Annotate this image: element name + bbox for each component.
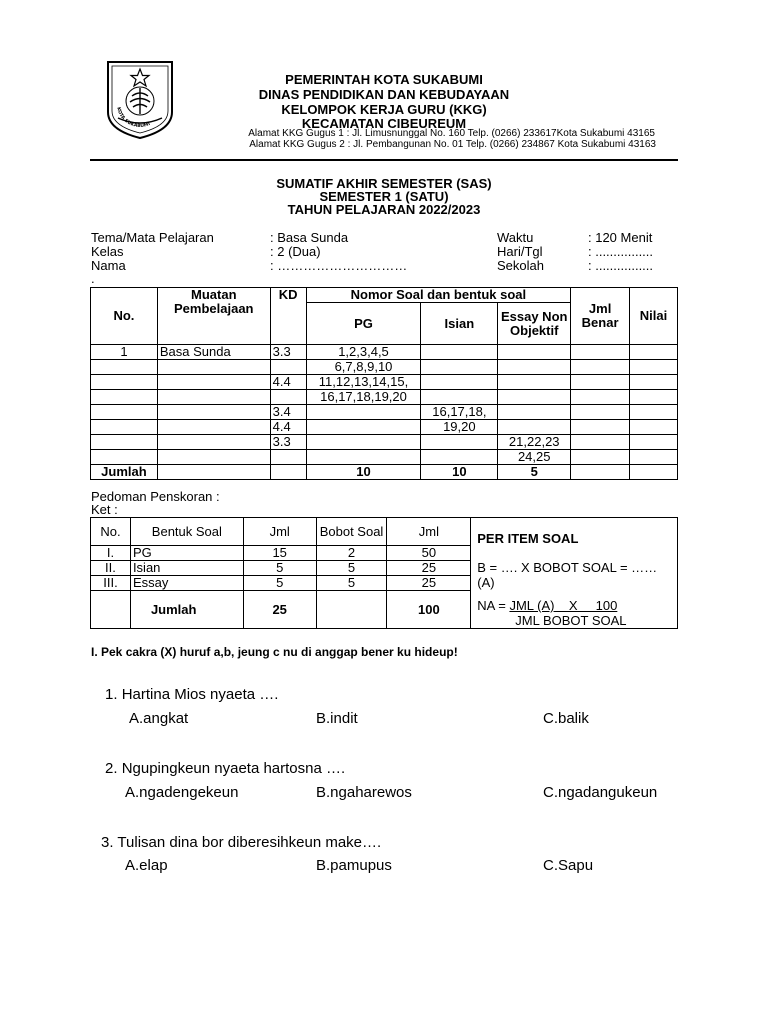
info-label-school: Sekolah (497, 258, 544, 273)
option-a[interactable]: A.angkat (129, 710, 189, 727)
score-cell-no (91, 591, 131, 629)
question-text: Ngupingkeun nyaeta hartosna …. (121, 760, 346, 777)
cell-pg: 6,7,8,9,10 (306, 360, 421, 375)
cell-muatan (157, 465, 270, 480)
cell-no (91, 375, 158, 390)
pedoman-label: Pedoman Penskoran : (91, 489, 220, 504)
cell-essay (498, 390, 571, 405)
cell-pg (306, 450, 421, 465)
cell-essay: 21,22,23 (498, 435, 571, 450)
cell-kd: 3.3 (270, 435, 306, 450)
question-number: 1. (105, 686, 118, 703)
info-value-class: : 2 (Dua) (270, 244, 321, 259)
header-line-1: PEMERINTAH KOTA SUKABUMI (285, 72, 483, 87)
cell-nilai (630, 465, 678, 480)
cell-kd (270, 390, 306, 405)
cell-essay (498, 375, 571, 390)
cell-jml (571, 465, 630, 480)
cell-nilai (630, 435, 678, 450)
col-header-nomor-soal: Nomor Soal dan bentuk soal (306, 288, 571, 303)
col-header-jml-benar: Jml Benar (571, 288, 630, 345)
table-row (91, 390, 678, 405)
svg-text:KOTA SUKABUMI: KOTA SUKABUMI (115, 106, 152, 130)
score-cell-bobot: 5 (316, 561, 387, 576)
cell-jml (571, 375, 630, 390)
score-cell-jml2: 25 (387, 576, 471, 591)
cell-essay (498, 360, 571, 375)
cell-kd (270, 450, 306, 465)
score-cell-bentuk: Isian (130, 561, 243, 576)
cell-no (91, 360, 158, 375)
option-b[interactable]: B.indit (316, 710, 358, 727)
question-3 (101, 834, 381, 852)
col-header-nilai: Nilai (630, 288, 678, 345)
cell-isian (421, 450, 498, 465)
letterhead (0, 0, 768, 165)
ket-label: Ket : (91, 502, 118, 517)
score-cell-bentuk: Essay (130, 576, 243, 591)
cell-isian (421, 360, 498, 375)
per-item-title: PER ITEM SOAL (477, 531, 579, 546)
address-2: Alamat KKG Gugus 2 : Jl. Pembangunan No. 01 Telp. (0266) 234867 Kota Sukabumi 43163 (249, 139, 656, 150)
per-item-formula: B = …. X BOBOT SOAL = ……(A) (477, 560, 658, 590)
question-text: Tulisan dina bor diberesihkeun make…. (117, 834, 382, 851)
total-essay: 5 (498, 465, 571, 480)
cell-muatan (157, 375, 270, 390)
score-header-jml: Jml (243, 518, 316, 546)
info-value-time: : 120 Menit (588, 230, 653, 245)
cell-muatan (157, 435, 270, 450)
section-title: I. Pek cakra (X) huruf a,b, jeung c nu di anggap bener ku hideup! (91, 645, 458, 659)
table-row (91, 375, 678, 390)
col-header-isian: Isian (421, 303, 498, 345)
cell-pg (306, 405, 421, 420)
option-b[interactable]: B.pamupus (316, 857, 392, 874)
question-text: Hartina Mios nyaeta …. (121, 686, 279, 703)
option-c[interactable]: C.Sapu (543, 857, 594, 874)
na-numerator: JML (A) X 100 (509, 598, 618, 613)
cell-pg (306, 435, 421, 450)
score-header-bentuk: Bentuk Soal (130, 518, 243, 546)
option-c[interactable]: C.ngadangukeun (543, 784, 658, 801)
total-label: Jumlah (91, 465, 158, 480)
cell-nilai (630, 420, 678, 435)
score-cell-jml: 5 (243, 576, 316, 591)
option-c[interactable]: C.balik (543, 710, 589, 727)
cell-muatan (157, 390, 270, 405)
info-value-name: : ………………………… (270, 258, 408, 273)
cell-jml (571, 420, 630, 435)
header-line-4: KECAMATAN CIBEUREUM (301, 116, 467, 131)
score-cell-no: I. (91, 546, 131, 561)
cell-isian (421, 345, 498, 360)
cell-jml (571, 360, 630, 375)
score-header-bobot: Bobot Soal (316, 518, 387, 546)
score-total-label: Jumlah (130, 591, 243, 629)
cell-jml (571, 390, 630, 405)
question-number: 3. (101, 834, 114, 851)
cell-nilai (630, 360, 678, 375)
info-value-school: : ................ (588, 258, 654, 273)
cell-essay (498, 405, 571, 420)
cell-isian (421, 375, 498, 390)
header-line-3: KELOMPOK KERJA GURU (KKG) (281, 102, 487, 117)
cell-kd (270, 465, 306, 480)
scoring-table (90, 517, 678, 629)
cell-essay: 24,25 (498, 450, 571, 465)
exam-title-3: TAHUN PELAJARAN 2022/2023 (287, 202, 481, 217)
cell-no (91, 435, 158, 450)
info-label-class: Kelas (91, 244, 124, 259)
cell-pg: 11,12,13,14,15, (306, 375, 421, 390)
cell-essay (498, 345, 571, 360)
score-total-bobot (316, 591, 387, 629)
na-formula (477, 598, 671, 613)
exam-title-1: SUMATIF AKHIR SEMESTER (SAS) (276, 176, 492, 191)
cell-nilai (630, 405, 678, 420)
score-cell-jml: 5 (243, 561, 316, 576)
score-cell-bobot: 2 (316, 546, 387, 561)
question-grid-table (90, 287, 678, 480)
info-label-date: Hari/Tgl (497, 244, 543, 259)
cell-muatan (157, 405, 270, 420)
table-row (91, 405, 678, 420)
cell-no: 1 (91, 345, 158, 360)
col-header-essay: Essay Non Objektif (498, 303, 571, 345)
question-1 (105, 686, 278, 704)
col-header-muatan: Muatan Pembelajaan (157, 288, 270, 345)
table-row (91, 345, 678, 360)
cell-nilai (630, 375, 678, 390)
option-b[interactable]: B.ngaharewos (316, 784, 412, 801)
cell-kd: 4.4 (270, 375, 306, 390)
table-row (91, 360, 678, 375)
score-header-jml2: Jml (387, 518, 471, 546)
table-row (91, 450, 678, 465)
na-denominator: JML BOBOT SOAL (515, 613, 627, 628)
option-a[interactable]: A.elap (125, 857, 168, 874)
score-cell-jml2: 25 (387, 561, 471, 576)
per-item-cell (471, 518, 678, 629)
info-dot: . (91, 271, 95, 286)
total-isian: 10 (421, 465, 498, 480)
na-prefix: NA = (477, 598, 510, 613)
cell-jml (571, 345, 630, 360)
cell-kd: 3.3 (270, 345, 306, 360)
header-line-2: DINAS PENDIDIKAN DAN KEBUDAYAAN (258, 87, 510, 102)
info-label-name: Nama (91, 258, 126, 273)
score-total-jml: 25 (243, 591, 316, 629)
cell-muatan: Basa Sunda (157, 345, 270, 360)
exam-title-2: SEMESTER 1 (SATU) (319, 189, 449, 204)
cell-essay (498, 420, 571, 435)
info-value-date: : ................ (588, 244, 654, 259)
col-header-kd: KD (270, 288, 306, 345)
score-cell-jml2: 50 (387, 546, 471, 561)
score-cell-bobot: 5 (316, 576, 387, 591)
info-label-subject: Tema/Mata Pelajaran (91, 230, 214, 245)
cell-jml (571, 450, 630, 465)
cell-no (91, 405, 158, 420)
table-row (91, 420, 678, 435)
total-row (91, 465, 678, 480)
cell-nilai (630, 450, 678, 465)
cell-kd: 3.4 (270, 405, 306, 420)
header-divider (90, 159, 678, 161)
score-header-no: No. (91, 518, 131, 546)
info-value-subject: : Basa Sunda (270, 230, 349, 245)
cell-nilai (630, 390, 678, 405)
score-total-jml2: 100 (387, 591, 471, 629)
question-number: 2. (105, 760, 118, 777)
address-1: Alamat KKG Gugus 1 : Jl. Limusnunggal No. 160 Telp. (0266) 233617Kota Sukabumi 43165 (248, 128, 655, 139)
cell-kd (270, 360, 306, 375)
cell-no (91, 450, 158, 465)
score-cell-no: III. (91, 576, 131, 591)
score-cell-bentuk: PG (130, 546, 243, 561)
col-header-no: No. (91, 288, 158, 345)
cell-muatan (157, 420, 270, 435)
cell-jml (571, 435, 630, 450)
cell-pg: 1,2,3,4,5 (306, 345, 421, 360)
total-pg: 10 (306, 465, 421, 480)
info-label-time: Waktu (497, 230, 534, 245)
cell-isian (421, 435, 498, 450)
cell-no (91, 420, 158, 435)
cell-no (91, 390, 158, 405)
question-2 (105, 760, 345, 778)
score-cell-no: II. (91, 561, 131, 576)
cell-isian (421, 390, 498, 405)
cell-muatan (157, 450, 270, 465)
cell-nilai (630, 345, 678, 360)
cell-isian: 19,20 (421, 420, 498, 435)
option-a[interactable]: A.ngadengekeun (125, 784, 239, 801)
col-header-pg: PG (306, 303, 421, 345)
cell-isian: 16,17,18, (421, 405, 498, 420)
cell-pg (306, 420, 421, 435)
table-row (91, 435, 678, 450)
cell-kd: 4.4 (270, 420, 306, 435)
cell-pg: 16,17,18,19,20 (306, 390, 421, 405)
score-cell-jml: 15 (243, 546, 316, 561)
cell-jml (571, 405, 630, 420)
cell-muatan (157, 360, 270, 375)
